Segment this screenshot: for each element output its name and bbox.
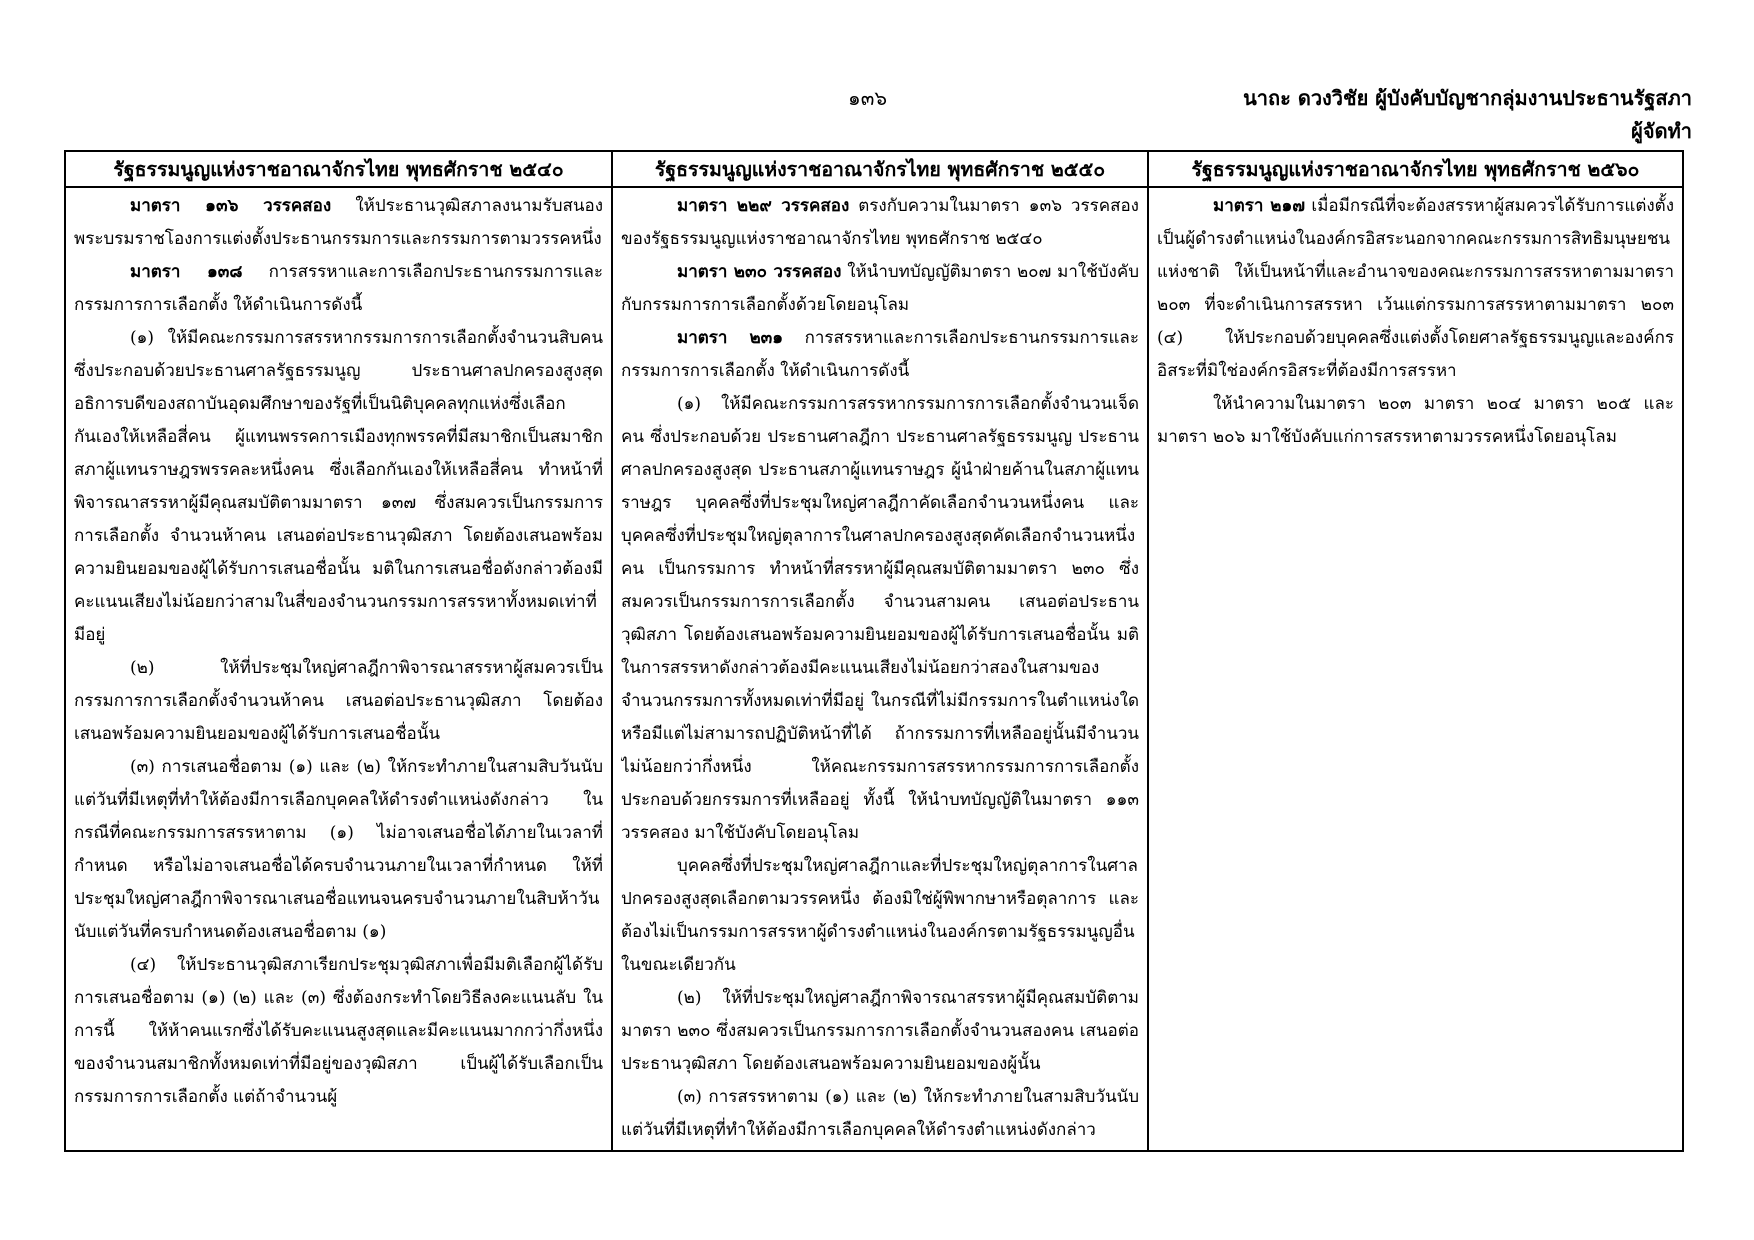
page-number: ๑๓๖ (848, 86, 888, 110)
paragraph-text: (๑) ให้มีคณะกรรมการสรรหากรรมการการเลือกตั้งจำนวนเจ็ดคน ซึ่งประกอบด้วย ประธานศาลฎีกา ประธานศาลรัฐธรรมนูญ ประธานศาลปกครองสูงสุด ประธานสภาผู้แทนราษฎร ผู้นำฝ่ายค้านในสภาผู้แทนราษฎร บุคคลซึ่งที่ประชุมใหญ่ศาลฎีกาคัดเลือกจำนวนหนึ่งคน และบุคคลซึ่งที่ประชุมใหญ่ตุลาการในศาลปกครองสูงสุดคัดเลือกจำนวนหนึ่งคน เป็นกรรมการ ทำหน้าที่สรรหาผู้มีคุณสมบัติตามมาตรา ๒๓๐ ซึ่งสมควรเป็นกรรมการการเลือกตั้ง จำนวนสามคน เสนอต่อประธานวุฒิสภา โดยต้องเสนอพร้อมความยินยอมของผู้ได้รับการเสนอชื่อนั้น มติในการสรรหาดังกล่าวต้องมีคะแนนเสียงไม่น้อยกว่าสองในสามของจำนวนกรรมการทั้งหมดเท่าที่มีอยู่ ในกรณีที่ไม่มีกรรมการในตำแหน่งใด หรือมีแต่ไม่สามารถปฏิบัติหน้าที่ได้ ถ้ากรรมการที่เหลืออยู่นั้นมีจำนวนไม่น้อยกว่ากึ่งหนึ่ง ให้คณะกรรมการสรรหากรรมการการเลือกตั้งประกอบด้วยกรรมการที่เหลืออยู่ ทั้งนี้ ให้นำบทบัญญัติในมาตรา ๑๑๓ วรรคสอง มาใช้บังคับโดยอนุโลม (621, 394, 1139, 843)
column-2540 (65, 187, 612, 1151)
paragraph (621, 388, 1139, 850)
paragraph-text: บุคคลซึ่งที่ประชุมใหญ่ศาลฎีกาและที่ประชุมใหญ่ตุลาการในศาลปกครองสูงสุดเลือกตามวรรคหนึ่ง ต้องมิใช่ผู้พิพากษาหรือตุลาการ และต้องไม่เป็นกรรมการสรรหาผู้ดำรงตำแหน่งในองค์กรตามรัฐธรรมนูญอื่นในขณะเดียวกัน (621, 856, 1139, 975)
paragraph (74, 256, 603, 322)
paragraph-text: ให้นำบทบัญญัติมาตรา ๒๐๗ มาใช้บังคับกับกรรมการการเลือกตั้งด้วยโดยอนุโลม (621, 262, 1139, 315)
paragraph-text: เมื่อมีกรณีที่จะต้องสรรหาผู้สมควรได้รับการแต่งตั้งเป็นผู้ดำรงตำแหน่งในองค์กรอิสระนอกจากคณะกรรมการสิทธิมนุษยชนแห่งชาติ ให้เป็นหน้าที่และอำนาจของคณะกรรมการสรรหาตามมาตรา ๒๐๓ ที่จะดำเนินการสรรหา เว้นแต่กรรมการสรรหาตามมาตรา ๒๐๓ (๔) ให้ประกอบด้วยบุคคลซึ่งแต่งตั้งโดยศาลรัฐธรรมนูญและองค์กรอิสระที่มิใช่องค์กรอิสระที่ต้องมีการสรรหา (1157, 196, 1674, 381)
comparison-table (64, 150, 1684, 1152)
paragraph (621, 1081, 1139, 1147)
article-label: มาตรา ๒๓๑ (677, 328, 784, 348)
column-header-2550: รัฐธรรมนูญแห่งราชอาณาจักรไทย พุทธศักราช ๒๕๕๐ (612, 151, 1148, 187)
article-label: มาตรา ๒๓๐ วรรคสอง (677, 262, 842, 282)
paragraph-text: ตรงกับความในมาตรา ๑๓๖ วรรคสอง ของรัฐธรรมนูญแห่งราชอาณาจักรไทย พุทธศักราช ๒๕๔๐ (621, 196, 1139, 249)
paragraph (74, 190, 603, 256)
paragraph (1157, 190, 1674, 388)
article-label: มาตรา ๒๑๗ (1213, 196, 1306, 216)
paragraph-text: (๒) ให้ที่ประชุมใหญ่ศาลฎีกาพิจารณาสรรหาผู้สมควรเป็นกรรมการการเลือกตั้งจำนวนห้าคน เสนอต่อประธานวุฒิสภา โดยต้องเสนอพร้อมความยินยอมของผู้ได้รับการเสนอชื่อนั้น (74, 658, 603, 744)
paragraph-text: (๒) ให้ที่ประชุมใหญ่ศาลฎีกาพิจารณาสรรหาผู้มีคุณสมบัติตามมาตรา ๒๓๐ ซึ่งสมควรเป็นกรรมการการเลือกตั้งจำนวนสองคน เสนอต่อประธานวุฒิสภา โดยต้องเสนอพร้อมความยินยอมของผู้นั้น (621, 988, 1139, 1074)
paragraph-text: (๑) ให้มีคณะกรรมการสรรหากรรมการการเลือกตั้งจำนวนสิบคน ซึ่งประกอบด้วยประธานศาลรัฐธรรมนูญ ประธานศาลปกครองสูงสุด อธิการบดีของสถาบันอุดมศึกษาของรัฐที่เป็นนิติบุคคลทุกแห่งซึ่งเลือกกันเองให้เหลือสี่คน ผู้แทนพรรคการเมืองทุกพรรคที่มีสมาชิกเป็นสมาชิกสภาผู้แทนราษฎรพรรคละหนึ่งคน ซึ่งเลือกกันเองให้เหลือสี่คน ทำหน้าที่พิจารณาสรรหาผู้มีคุณสมบัติตามมาตรา ๑๓๗ ซึ่งสมควรเป็นกรรมการการเลือกตั้ง จำนวนห้าคน เสนอต่อประธานวุฒิสภา โดยต้องเสนอพร้อมความยินยอมของผู้ได้รับการเสนอชื่อนั้น มติในการเสนอชื่อดังกล่าวต้องมีคะแนนเสียงไม่น้อยกว่าสามในสี่ของจำนวนกรรมการสรรหาทั้งหมดเท่าที่มีอยู่ (74, 328, 603, 645)
paragraph (74, 949, 603, 1114)
article-label: มาตรา ๑๓๖ วรรคสอง (130, 196, 332, 216)
paragraph-text: ให้นำความในมาตรา ๒๐๓ มาตรา ๒๐๔ มาตรา ๒๐๕ และมาตรา ๒๐๖ มาใช้บังคับแก่การสรรหาตามวรรคหนึ่งโดยอนุโลม (1157, 394, 1674, 447)
author-block (1243, 82, 1692, 148)
column-2560 (1148, 187, 1683, 1151)
article-label: มาตรา ๑๓๘ (130, 262, 243, 282)
paragraph (621, 190, 1139, 256)
author-name: นาถะ ดวงวิชัย ผู้บังคับบัญชากลุ่มงานประธานรัฐสภา (1243, 86, 1692, 110)
table-body-row (65, 187, 1683, 1151)
paragraph-text: (๓) การสรรหาตาม (๑) และ (๒) ให้กระทำภายในสามสิบวันนับแต่วันที่มีเหตุที่ทำให้ต้องมีการเลือกบุคคลให้ดำรงตำแหน่งดังกล่าว (621, 1087, 1139, 1140)
paragraph (621, 322, 1139, 388)
paragraph-text: (๓) การเสนอชื่อตาม (๑) และ (๒) ให้กระทำภายในสามสิบวันนับแต่วันที่มีเหตุที่ทำให้ต้องมีการเลือกบุคคลให้ดำรงตำแหน่งดังกล่าว ในกรณีที่คณะกรรมการสรรหาตาม (๑) ไม่อาจเสนอชื่อได้ภายในเวลาที่กำหนด หรือไม่อาจเสนอชื่อได้ครบจำนวนภายในเวลาที่กำหนด ให้ที่ประชุมใหญ่ศาลฎีกาพิจารณาเสนอชื่อแทนจนครบจำนวนภายในสิบห้าวันนับแต่วันที่ครบกำหนดต้องเสนอชื่อตาม (๑) (74, 757, 603, 942)
paragraph-text: ให้ประธานวุฒิสภาลงนามรับสนองพระบรมราชโองการแต่งตั้งประธานกรรมการและกรรมการตามวรรคหนึ่ง (74, 196, 603, 249)
paragraph (74, 322, 603, 652)
column-header-2540: รัฐธรรมนูญแห่งราชอาณาจักรไทย พุทธศักราช ๒๕๔๐ (65, 151, 612, 187)
paragraph-text: การสรรหาและการเลือกประธานกรรมการและกรรมการการเลือกตั้ง ให้ดำเนินการดังนี้ (74, 262, 603, 315)
paragraph (621, 256, 1139, 322)
paragraph (74, 751, 603, 949)
column-header-2560: รัฐธรรมนูญแห่งราชอาณาจักรไทย พุทธศักราช ๒๕๖๐ (1148, 151, 1683, 187)
paragraph (621, 982, 1139, 1081)
article-label: มาตรา ๒๒๙ วรรคสอง (677, 196, 850, 216)
table-header-row (65, 151, 1683, 187)
author-role: ผู้จัดทำ (1631, 119, 1692, 143)
paragraph-text: การสรรหาและการเลือกประธานกรรมการและกรรมการการเลือกตั้ง ให้ดำเนินการดังนี้ (621, 328, 1139, 381)
paragraph (74, 652, 603, 751)
paragraph-text: (๔) ให้ประธานวุฒิสภาเรียกประชุมวุฒิสภาเพื่อมีมติเลือกผู้ได้รับการเสนอชื่อตาม (๑) (๒) และ (๓) ซึ่งต้องกระทำโดยวิธีลงคะแนนลับ ในการนี้ ให้ห้าคนแรกซึ่งได้รับคะแนนสูงสุดและมีคะแนนมากกว่ากึ่งหนึ่งของจำนวนสมาชิกทั้งหมดเท่าที่มีอยู่ของวุฒิสภา เป็นผู้ได้รับเลือกเป็นกรรมการการเลือกตั้ง แต่ถ้าจำนวนผู้ (74, 955, 603, 1107)
column-2550 (612, 187, 1148, 1151)
paragraph (1157, 388, 1674, 454)
paragraph (621, 850, 1139, 982)
